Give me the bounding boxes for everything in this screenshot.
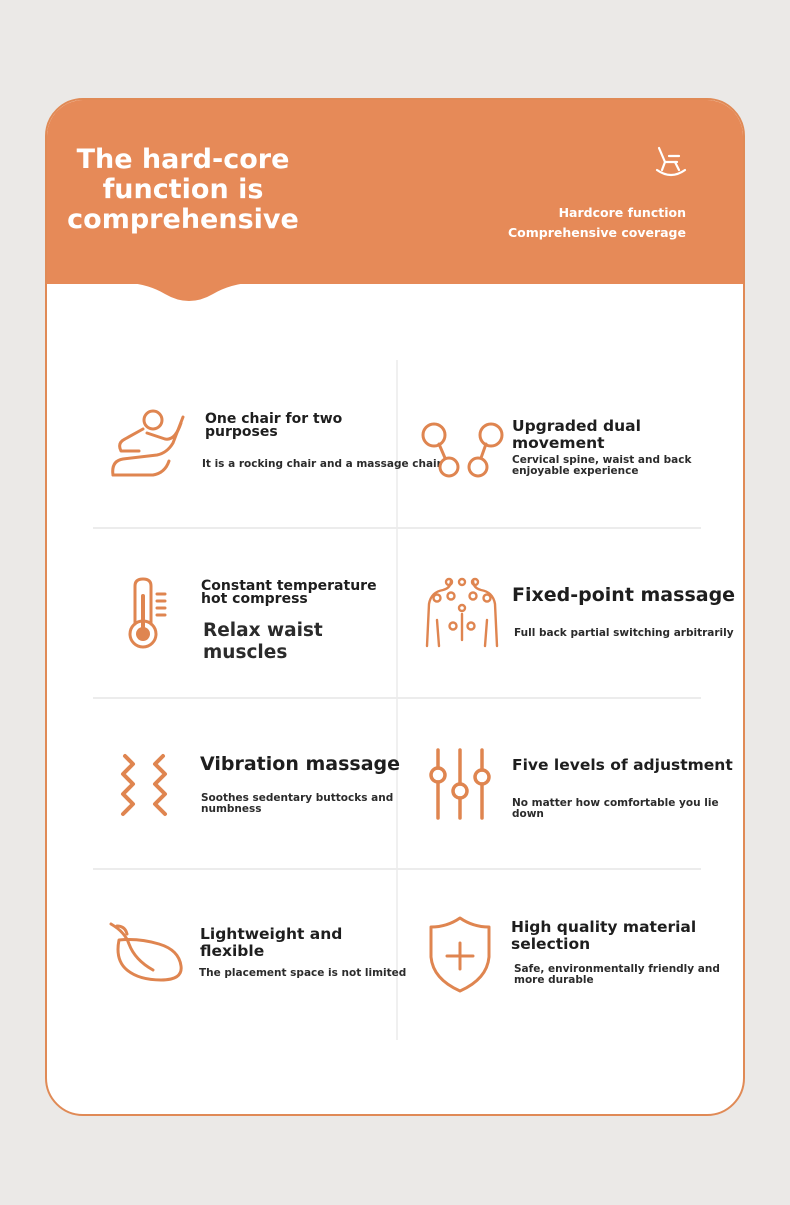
feature-8-title: High quality material selection: [511, 918, 697, 953]
header-subtitle: [426, 203, 686, 243]
shield-plus-icon: [427, 915, 493, 993]
feature-4-title: Fixed-point massage: [512, 584, 736, 606]
feather-icon: [109, 922, 185, 984]
feature-5-desc: Soothes sedentary buttocks and numbness: [201, 792, 394, 815]
grid-divider-row2: [93, 697, 701, 699]
feature-6-title: Five levels of adjustment: [512, 756, 733, 774]
sliders-icon: [425, 748, 495, 820]
feature-3-desc: Relax waist muscles: [203, 620, 323, 663]
header-banner: [47, 100, 743, 284]
grid-divider-row3: [93, 868, 701, 870]
header-subtitle-line2: Comprehensive coverage: [507, 225, 686, 240]
massage-chair-icon: [109, 409, 187, 479]
feature-4-desc: Full back partial switching arbitrarily: [514, 627, 734, 639]
feature-3-title: Constant temperature hot compress: [201, 578, 377, 607]
feature-6-desc: No matter how comfortable you lie down: [512, 797, 719, 820]
feature-1-title: One chair for two purposes: [205, 411, 343, 440]
back-acupoints-icon: [421, 576, 503, 648]
feature-card: [45, 98, 745, 1116]
feature-8-desc: Safe, environmentally friendly and more durable: [514, 963, 720, 986]
feature-5-title: Vibration massage: [200, 753, 401, 775]
grid-divider-row1: [93, 527, 701, 529]
dual-roller-icon: [419, 420, 507, 480]
rocking-chair-icon: [655, 146, 687, 182]
feature-2-title: Upgraded dual movement: [512, 417, 641, 452]
feature-1-desc: It is a rocking chair and a massage chair: [202, 458, 442, 470]
header-title: The hard-core function is comprehensive: [67, 144, 299, 235]
header-notch: [115, 280, 263, 306]
header-subtitle-line1: Hardcore function: [558, 205, 686, 220]
vibration-icon: [115, 752, 173, 818]
feature-7-desc: The placement space is not limited: [199, 967, 407, 979]
feature-7-title: Lightweight and flexible: [200, 925, 343, 960]
feature-2-desc: Cervical spine, waist and back enjoyable experience: [512, 454, 692, 477]
thermometer-icon: [125, 576, 171, 650]
